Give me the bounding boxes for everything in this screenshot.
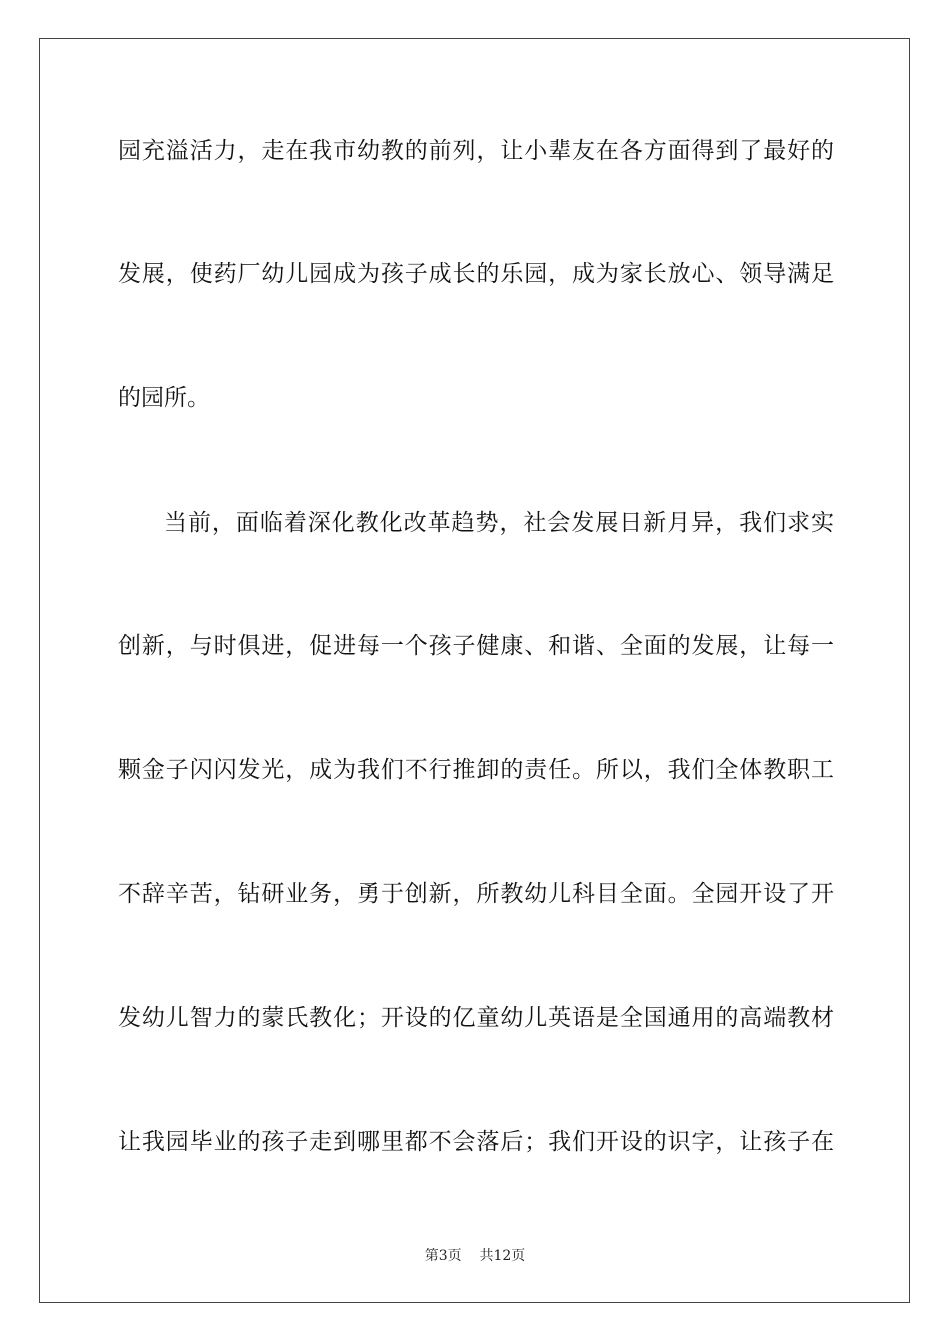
- page-footer: [0, 1246, 950, 1266]
- text-line: 让我园毕业的孩子走到哪里都不会落后；我们开设的识字，让孩子在: [118, 1129, 834, 1155]
- text-line: 发幼儿智力的蒙氏教化；开设的亿童幼儿英语是全国通用的高端教材: [118, 1005, 834, 1031]
- text-line: 园充溢活力，走在我市幼教的前列，让小辈友在各方面得到了最好的: [118, 138, 834, 164]
- text-line: 颗金子闪闪发光，成为我们不行推卸的责任。所以，我们全体教职工: [118, 757, 834, 783]
- page-frame: [39, 38, 910, 1303]
- text-line: 创新，与时俱进，促进每一个孩子健康、和谐、全面的发展，让每一: [118, 633, 834, 659]
- text-line: 的园所。: [118, 385, 210, 411]
- text-line: 不辞辛苦，钻研业务，勇于创新，所教幼儿科目全面。全园开设了开: [118, 881, 834, 907]
- paragraph-first-line: 当前，面临着深化教化改革趋势，社会发展日新月异，我们求实: [164, 510, 834, 536]
- page-total: 共12页: [479, 1248, 526, 1264]
- page-number: 第3页: [424, 1248, 462, 1264]
- text-line: 发展，使药厂幼儿园成为孩子成长的乐园，成为家长放心、领导满足: [118, 261, 834, 287]
